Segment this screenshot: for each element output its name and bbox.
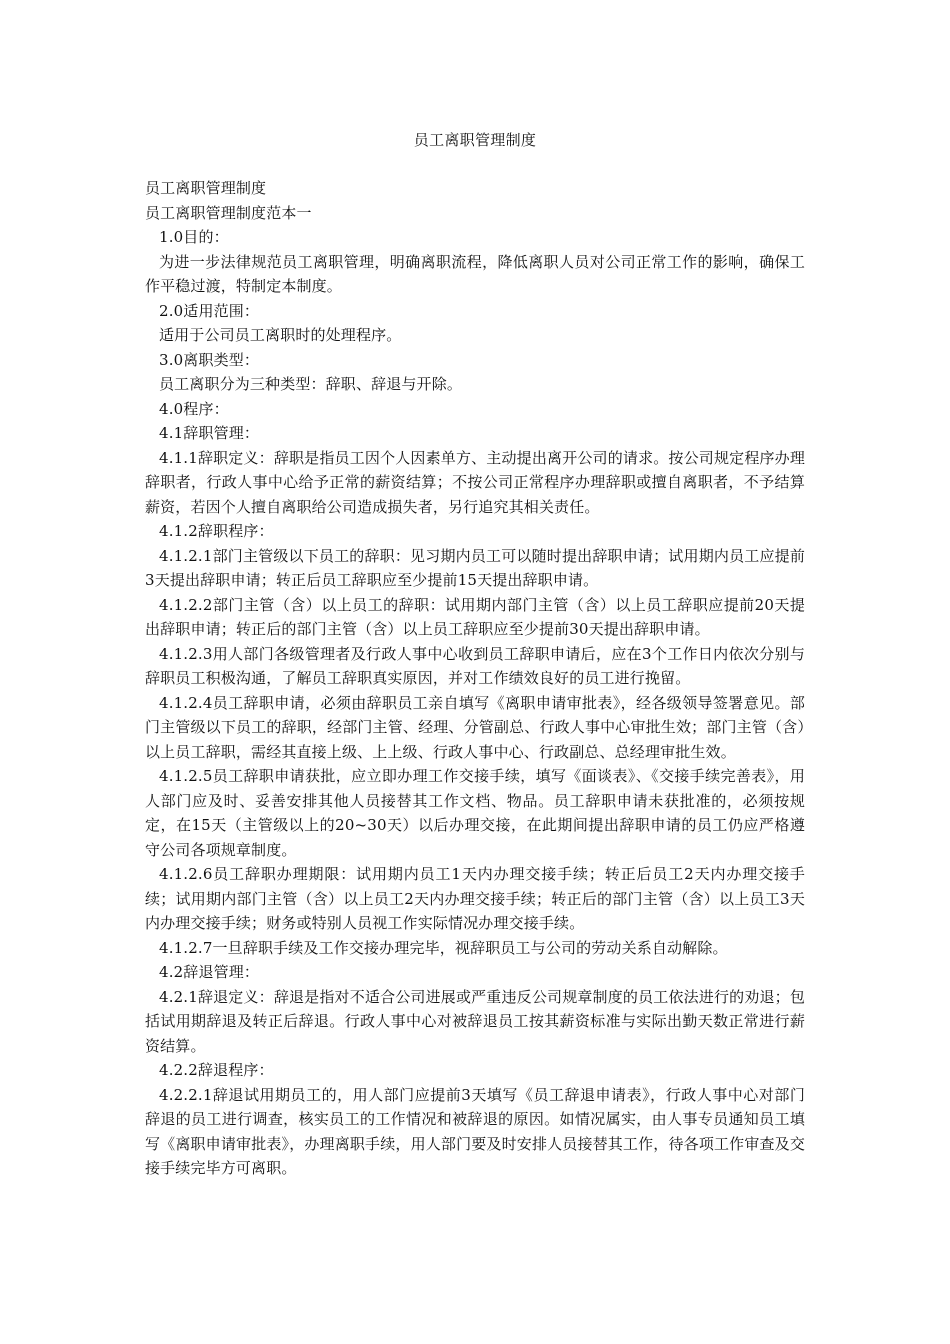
document-paragraph: 适用于公司员工离职时的处理程序。 <box>159 326 402 344</box>
document-paragraph: 4.1.2.1部门主管级以下员工的辞职：见习期内员工可以随时提出辞职申请；试用期内员工应提前3天提出辞职申请；转正后员工辞职应至少提前15天提出辞职申请。 <box>145 546 805 589</box>
document-paragraph: 4.1.2.7一旦辞职手续及工作交接办理完毕，视辞职员工与公司的劳动关系自动解除。 <box>159 938 728 957</box>
document-paragraph: 4.1.2.3用人部门各级管理者及行政人事中心收到员工辞职申请后，应在3个工作日内依次分别与辞职员工积极沟通，了解员工辞职真实原因，并对工作绩效良好的员工进行挽留。 <box>145 644 805 687</box>
document-body <box>145 176 805 1181</box>
document-paragraph: 4.1.1辞职定义：辞职是指员工因个人因素单方、主动提出离开公司的请求。按公司规定程序办理辞职者，行政人事中心给予正常的薪资结算；不按公司正常程序办理辞职或擅自离职者，不予结算薪资，若因个人擅自离职给公司造成损失者，另行追究其相关责任。 <box>145 448 805 516</box>
document-paragraph: 4.2辞退管理： <box>159 963 260 981</box>
document-paragraph: 2.0适用范围： <box>159 301 260 320</box>
document-paragraph: 4.1.2.2部门主管（含）以上员工的辞职：试用期内部门主管（含）以上员工辞职应提前20天提出辞职申请；转正后的部门主管（含）以上员工辞职应至少提前30天提出辞职申请。 <box>145 595 805 638</box>
document-paragraph: 4.0程序： <box>159 399 229 418</box>
document-paragraph: 4.2.1辞退定义：辞退是指对不适合公司进展或严重违反公司规章制度的员工依法进行的劝退；包括试用期辞退及转正后辞退。行政人事中心对被辞退员工按其薪资标准与实际出勤天数正常进行薪资结算。 <box>145 987 805 1055</box>
document-paragraph: 4.1.2.6员工辞职办理期限：试用期内员工1天内办理交接手续；转正后员工2天内办理交接手续；试用期内部门主管（含）以上员工2天内办理交接手续；转正后的部门主管（含）以上员工3天内办理交接手续；财务或特别人员视工作实际情况办理交接手续。 <box>145 865 805 932</box>
document-paragraph: 4.1.2.5员工辞职申请获批，应立即办理工作交接手续，填写《面谈表》、《交接手续完善表》，用人部门应及时、妥善安排其他人员接替其工作文档、物品。员工辞职申请未获批准的，必须按规定，在15天（主管级以上的20~30天）以后办理交接，在此期间提出辞职申请的员工仍应严格遵守公司各项规章制度。 <box>145 767 805 859</box>
document-paragraph: 4.1.2.4员工辞职申请，必须由辞职员工亲自填写《离职申请审批表》，经各级领导签署意见。部门主管级以下员工的辞职，经部门主管、经理、分管副总、行政人事中心审批生效；部门主管（含）以上员工辞职，需经其直接上级、上上级、行政人事中心、行政副总、总经理审批生效。 <box>145 693 805 761</box>
document-paragraph: 员工离职分为三种类型：辞职、辞退与开除。 <box>159 375 463 393</box>
document-paragraph: 4.2.2.1辞退试用期员工的，用人部门应提前3天填写《员工辞退申请表》，行政人事中心对部门辞退的员工进行调查，核实员工的工作情况和被辞退的原因。如情况属实，由人事专员通知员工填写《离职申请审批表》，办理离职手续，用人部门要及时安排人员接替其工作，待各项工作审查及交接手续完毕方可离职。 <box>145 1085 805 1177</box>
document-paragraph: 为进一步法律规范员工离职管理，明确离职流程，降低离职人员对公司正常工作的影响，确保工作平稳过渡，特制定本制度。 <box>145 252 805 295</box>
document-paragraph: 4.1.2辞职程序： <box>159 522 274 540</box>
document-paragraph: 4.2.2辞退程序： <box>159 1061 274 1079</box>
document-heading-line: 员工离职管理制度范本一 <box>145 203 312 222</box>
document-paragraph: 3.0离职类型： <box>159 350 260 369</box>
document-paragraph: 1.0目的： <box>159 228 229 246</box>
document-heading-line: 员工离职管理制度 <box>145 179 267 197</box>
document-paragraph: 4.1辞职管理： <box>159 424 260 442</box>
document-title: 员工离职管理制度 <box>413 131 537 149</box>
